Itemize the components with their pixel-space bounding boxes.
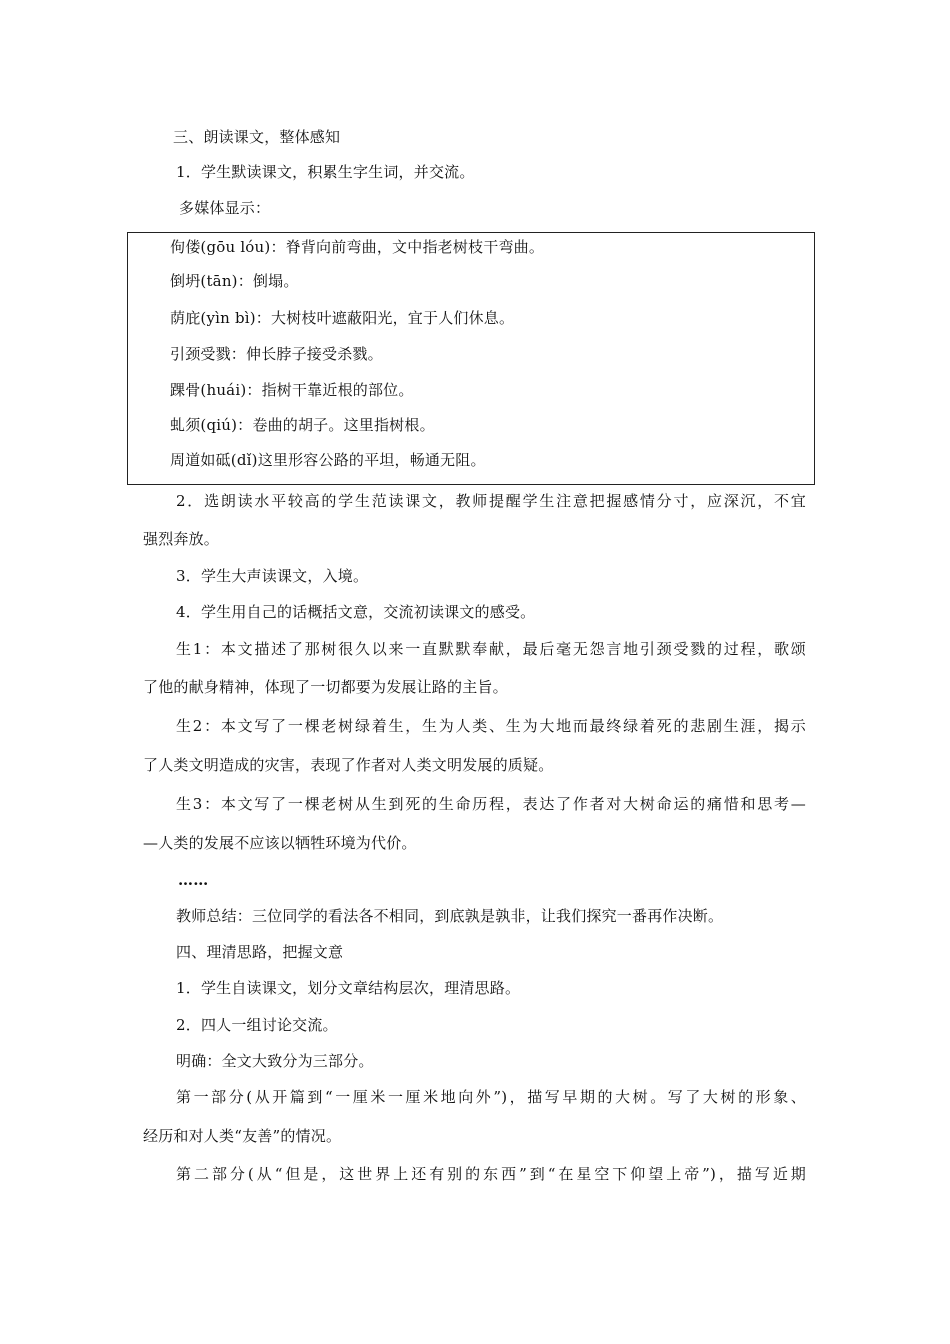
vocab-item: 荫庇(yìn bì)：大树枝叶遮蔽阳光，宜于人们休息。	[170, 309, 515, 327]
vocab-item: 佝偻(gōu lóu)：脊背向前弯曲，文中指老树枝干弯曲。	[170, 238, 545, 256]
section3-step2-line2: 强烈奔放。	[143, 530, 220, 548]
section3-step4: 4．学生用自己的话概括文意，交流初读课文的感受。	[176, 603, 536, 621]
student1-line2: 了他的献身精神，体现了一切都要为发展让路的主旨。	[143, 678, 508, 696]
vocab-item: 虬须(qiú)：卷曲的胡子。这里指树根。	[170, 416, 435, 434]
part2-line1: 第二部分(从“但是，这世界上还有别的东西”到“在星空下仰望上帝”)，描写近期	[176, 1165, 806, 1183]
section4-clarify: 明确：全文大致分为三部分。	[176, 1052, 374, 1070]
student2-line2: 了人类文明造成的灾害，表现了作者对人类文明发展的质疑。	[143, 756, 554, 774]
section3-step1: 1．学生默读课文，积累生字生词，并交流。	[176, 163, 475, 181]
part1-line2: 经历和对人类“友善”的情况。	[143, 1127, 342, 1145]
student3-line2: —人类的发展不应该以牺牲环境为代价。	[143, 834, 417, 852]
section3-heading: 三、朗读课文，整体感知	[173, 128, 341, 146]
vocab-item: 踝骨(huái)：指树干靠近根的部位。	[170, 381, 414, 399]
student1-line1: 生1：本文描述了那树很久以来一直默默奉献，最后毫无怨言地引颈受戮的过程，歌颂	[176, 640, 806, 658]
vocab-item: 倒坍(tān)：倒塌。	[170, 272, 299, 290]
section4-heading: 四、理清思路，把握文意	[176, 943, 344, 961]
section3-step2-line1: 2．选朗读水平较高的学生范读课文，教师提醒学生注意把握感情分寸，应深沉，不宜	[176, 492, 806, 510]
vocab-item: 引颈受戮：伸长脖子接受杀戮。	[170, 345, 383, 363]
section3-step3: 3．学生大声读课文，入境。	[176, 567, 369, 585]
section4-step1: 1．学生自读课文，划分文章结构层次，理清思路。	[176, 979, 521, 997]
ellipsis: ……	[178, 871, 209, 889]
section4-step2: 2．四人一组讨论交流。	[176, 1016, 338, 1034]
part1-line1: 第一部分(从开篇到“一厘米一厘米地向外”)，描写早期的大树。写了大树的形象、	[176, 1088, 806, 1106]
teacher-summary: 教师总结：三位同学的看法各不相同，到底孰是孰非，让我们探究一番再作决断。	[176, 907, 724, 925]
vocab-item: 周道如砥(dǐ)这里形容公路的平坦，畅通无阻。	[170, 451, 486, 469]
multimedia-label: 多媒体显示：	[179, 199, 271, 217]
student3-line1: 生3：本文写了一棵老树从生到死的生命历程，表达了作者对大树命运的痛惜和思考—	[176, 795, 806, 813]
student2-line1: 生2：本文写了一棵老树绿着生，生为人类、生为大地而最终绿着死的悲剧生涯，揭示	[176, 717, 806, 735]
